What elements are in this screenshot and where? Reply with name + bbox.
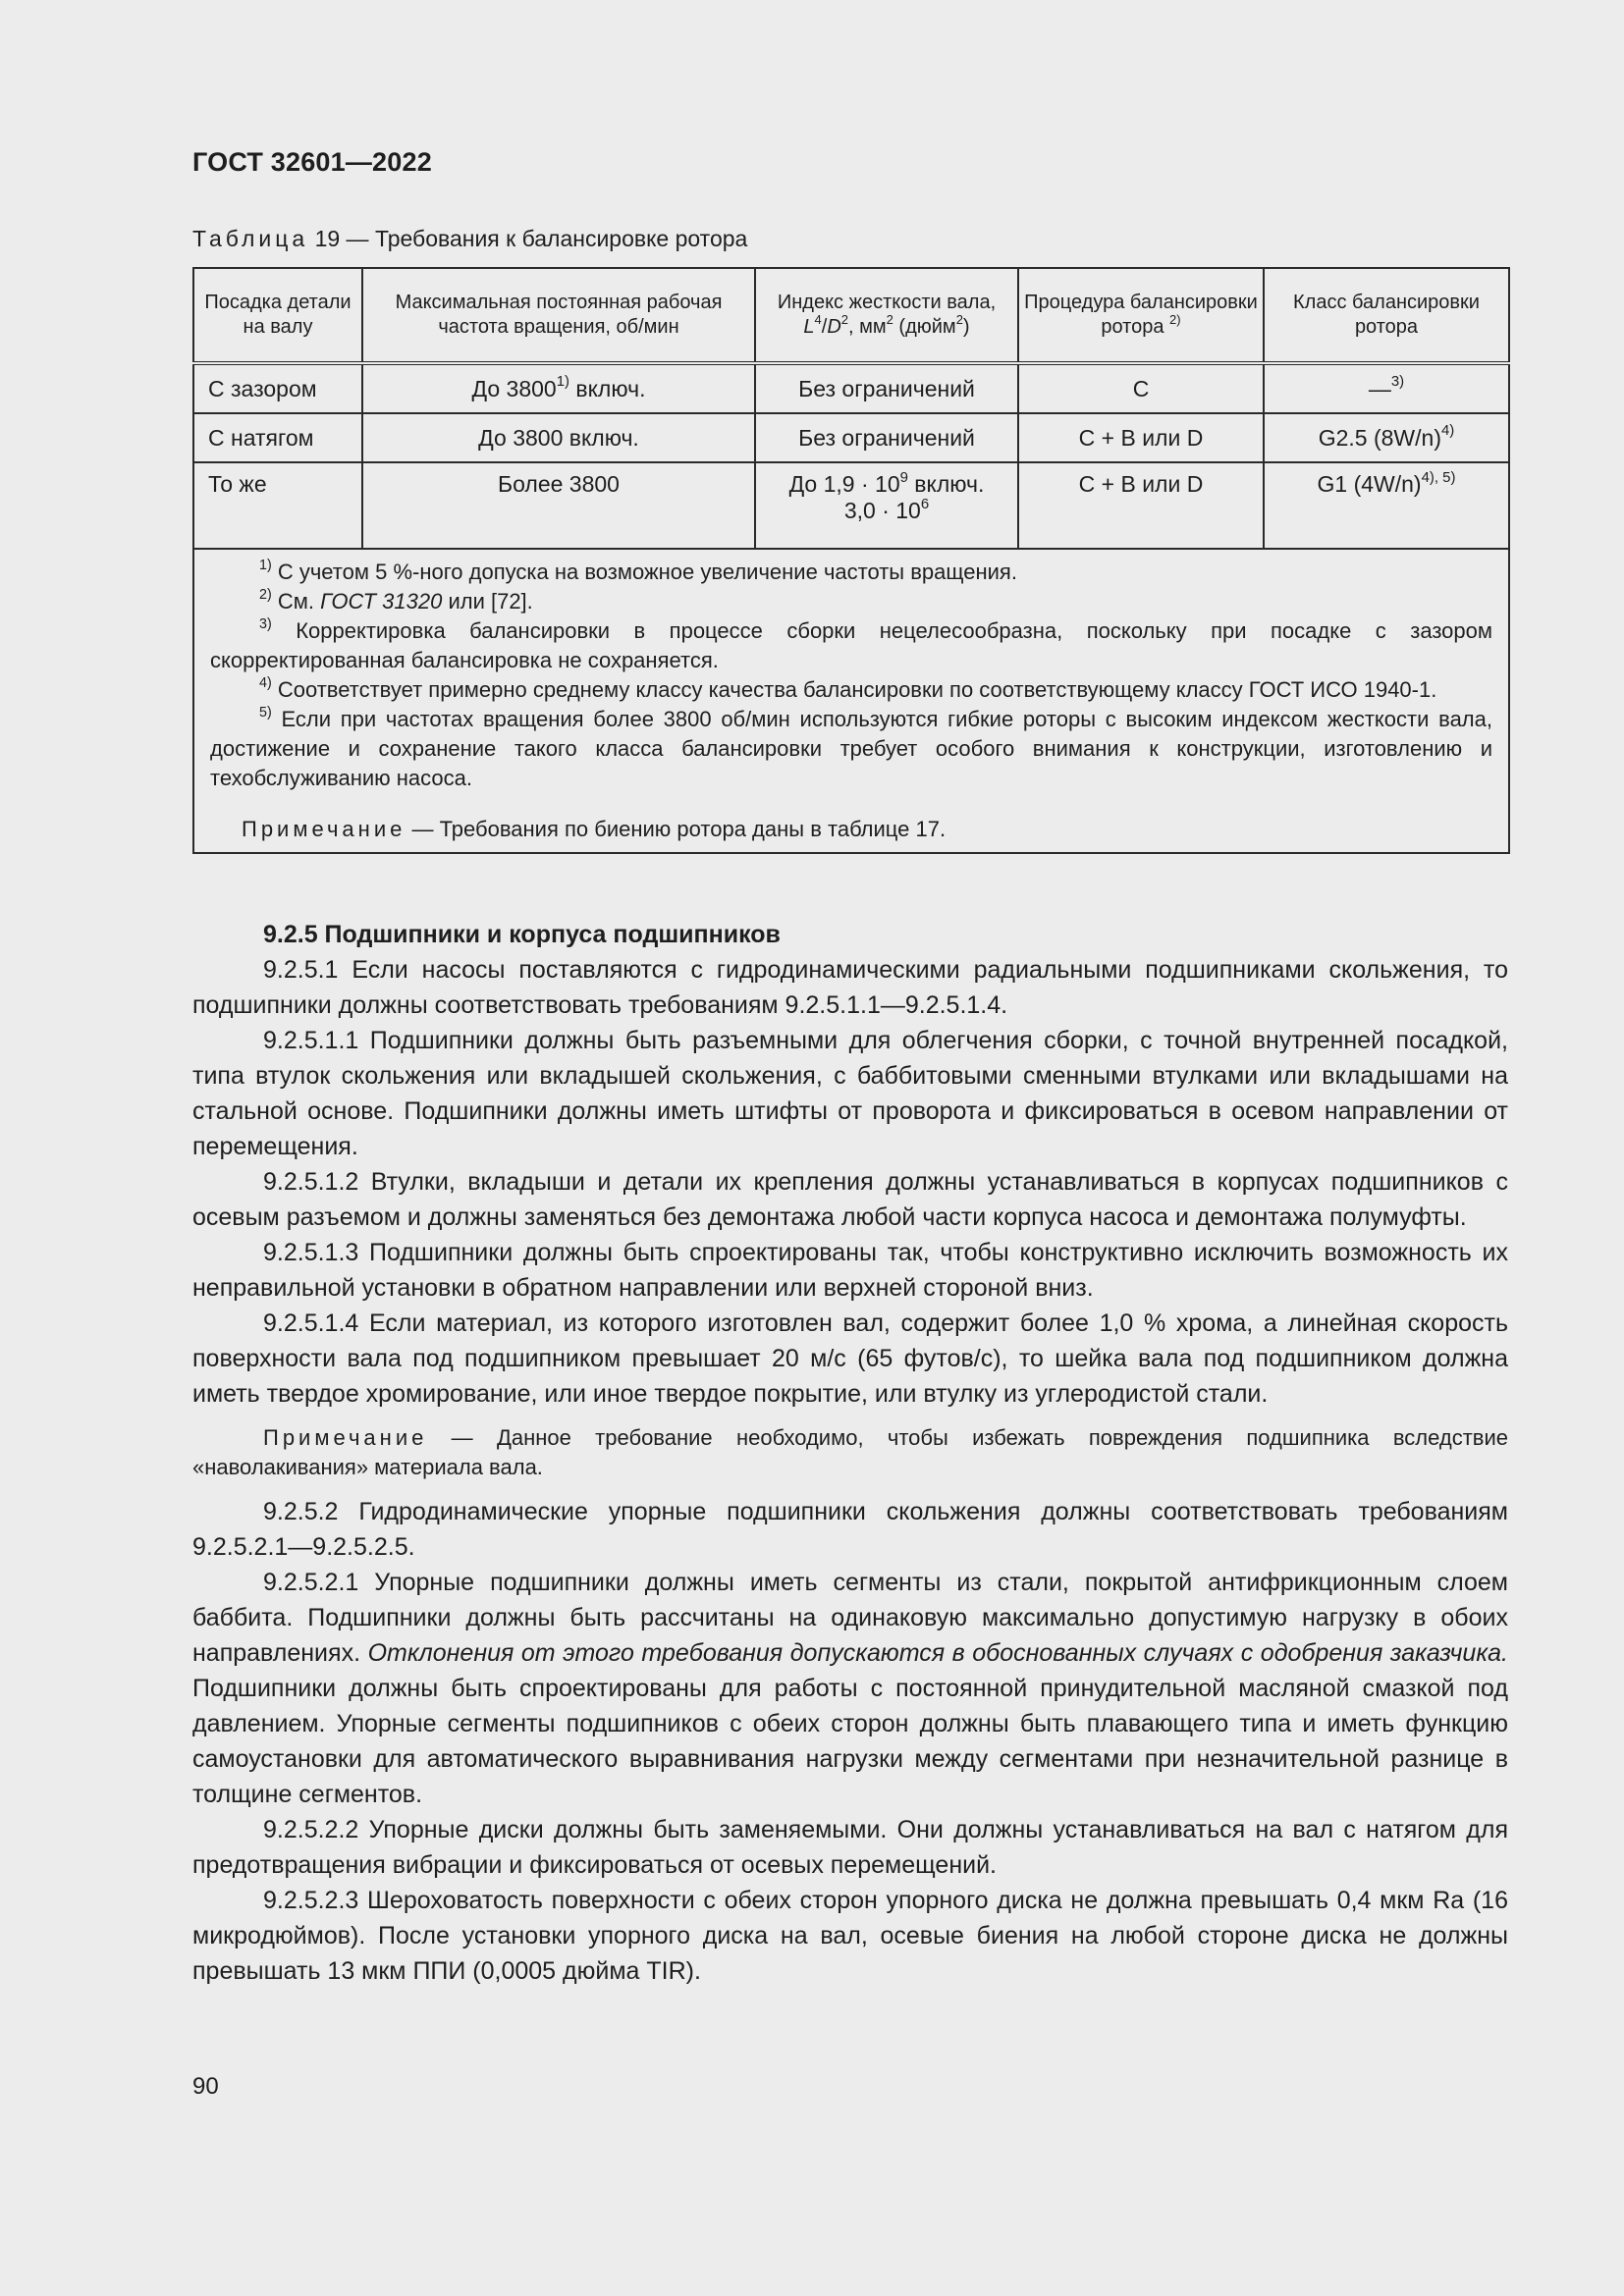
cell-speed: До 3800$^{1)}$ включ. xyxy=(362,363,755,413)
table-caption-label: Таблица xyxy=(192,226,309,251)
cell-fit: То же xyxy=(193,462,362,549)
cell-procedure: C + B или D xyxy=(1018,462,1264,549)
paragraph: 9.2.5.1 Если насосы поставляются с гидродинамическими радиальными подшипниками скольжения, то подшипники должны соответствовать требованиям 9.2.5.1.1—9.2.5.1.4. xyxy=(192,956,1508,1019)
paragraph: 9.2.5.2.3 Шероховатость поверхности с обеих сторон упорного диска не должна превышать 0,4 мкм Ra (16 микродюймов). После установки упорного диска на вал, осевые биения на любой стороне диска не должны превышать 13 мкм ППИ (0,0005 дюйма TIR). xyxy=(192,1887,1508,1985)
cell-index: Без ограничений xyxy=(755,413,1018,462)
cell-fit: С зазором xyxy=(193,363,362,413)
paragraph: 9.2.5.2.2 Упорные диски должны быть заменяемыми. Они должны устанавливаться на вал с натягом для предотвращения вибрации и фиксироваться от осевых перемещений. xyxy=(192,1816,1508,1879)
table-caption-text: 19 — Требования к балансировке ротора xyxy=(314,226,748,251)
column-header-stiffness-index xyxy=(755,268,1018,363)
paragraph: 9.2.5.1.2 Втулки, вкладыши и детали их крепления должны устанавливаться в корпусах подшипников с осевым разъемом и должны заменяться без демонтажа любой части корпуса насоса и демонтажа полумуфты. xyxy=(192,1168,1508,1231)
paragraph: 9.2.5.2.1 Упорные подшипники должны иметь сегменты из стали, покрытой антифрикционным слоем баббита. Подшипники должны быть рассчитаны на одинаковую максимально допустимую нагрузку в обоих направлениях. Отклонения от этого требования допускаются в обоснованных случаях с одобрения заказчика. Подшипники должны быть спроектированы для работы с постоянной принудительной масляной смазкой под давлением. Упорные сегменты подшипников с обеих сторон должны быть плавающего типа и иметь функцию самоустановки для автоматического выравнивания нагрузки между сегментами при незначительной разнице в толщине сегментов. xyxy=(192,1569,1508,1808)
table-notes-row xyxy=(193,549,1509,853)
table-caption xyxy=(192,226,747,252)
cell-index: До $1,9 \cdot 10^9$ включ. $3,0 \cdot 10^6$ xyxy=(755,462,1018,549)
column-header-fit: Посадка детали на валу xyxy=(193,268,362,363)
column-header-speed: Максимальная постоянная рабочая частота вращения, об/мин xyxy=(362,268,755,363)
cell-procedure: C xyxy=(1018,363,1264,413)
cell-class: G1 $(4W/n)^{4), 5)}$ xyxy=(1264,462,1509,549)
note: Примечание — Данное требование необходимо, чтобы избежать повреждения подшипника вследствие «наволакивания» материала вала. xyxy=(192,1425,1508,1479)
page-number: 90 xyxy=(192,2073,219,2100)
footnote-3: $^{3)}$ Корректировка балансировки в процессе сборки нецелесообразна, поскольку при посадке с зазором скорректированная балансировка не сохраняется. xyxy=(210,616,1492,672)
document-code: ГОСТ 32601—2022 xyxy=(192,147,432,177)
footnote-1: $^{1)}$ С учетом 5 %-ного допуска на возможное увеличение частоты вращения. xyxy=(259,558,1017,584)
balancing-requirements-table xyxy=(192,267,1510,854)
column-header-class: Класс балансировки ротора xyxy=(1264,268,1509,363)
paragraph: 9.2.5.1.1 Подшипники должны быть разъемными для облегчения сборки, с точной внутренней посадкой, типа втулок скольжения или вкладышей скольжения, с баббитовыми сменными втулками или вкладышами на стальной основе. Подшипники должны иметь штифты от проворота и фиксироваться в осевом направлении от перемещения. xyxy=(192,1027,1508,1160)
paragraph: 9.2.5.1.3 Подшипники должны быть спроектированы так, чтобы конструктивно исключить возможность их неправильной установки в обратном направлении или верхней стороной вниз. xyxy=(192,1239,1508,1302)
column-header-procedure: Процедура балансировки ротора $^{2)}$ xyxy=(1018,268,1264,363)
cell-index: Без ограничений xyxy=(755,363,1018,413)
cell-class: —$^{3)}$ xyxy=(1264,363,1509,413)
paragraph: 9.2.5.1.4 Если материал, из которого изготовлен вал, содержит более 1,0 % хрома, а линейная скорость поверхности вала под подшипником превышает 20 м/с (65 футов/с), то шейка вала под подшипником должна иметь твердое хромирование, или иное твердое покрытие, или втулку из углеродистой стали. xyxy=(192,1309,1508,1408)
cell-speed: Более 3800 xyxy=(362,462,755,549)
cell-class: G2.5 $(8W/n)^{4)}$ xyxy=(1264,413,1509,462)
cell-fit: С натягом xyxy=(193,413,362,462)
table-row xyxy=(193,363,1509,413)
table-header-row xyxy=(193,268,1509,363)
table-row xyxy=(193,462,1509,549)
footnote-5: $^{5)}$ Если при частотах вращения более 3800 об/мин используются гибкие роторы с высоким индексом жесткости вала, достижение и сохранение такого класса балансировки требует особого внимания к конструкции, изготовлению и техобслуживанию насоса. xyxy=(210,705,1492,790)
stiffness-index-header-text: Индекс жесткости вала, $L^4/D^2$, $мм^2$ (дюйм$^2$) xyxy=(777,292,997,338)
table-row xyxy=(193,413,1509,462)
body-text xyxy=(192,917,1508,1989)
table-footnotes xyxy=(193,549,1509,853)
footnote-2: $^{2)}$ См. ГОСТ 31320 или [72]. xyxy=(259,587,533,614)
section-heading: 9.2.5 Подшипники и корпуса подшипников xyxy=(263,921,781,948)
cell-speed: До 3800 включ. xyxy=(362,413,755,462)
cell-procedure: C + B или D xyxy=(1018,413,1264,462)
table-note: Примечание — Требования по биению ротора даны в таблице 17. xyxy=(242,817,947,841)
footnote-4: $^{4)}$ Соответствует примерно среднему классу качества балансировки по соответствующему классу ГОСТ ИСО 1940-1. xyxy=(259,675,1437,702)
paragraph: 9.2.5.2 Гидродинамические упорные подшипники скольжения должны соответствовать требованиям 9.2.5.2.1—9.2.5.2.5. xyxy=(192,1498,1508,1561)
